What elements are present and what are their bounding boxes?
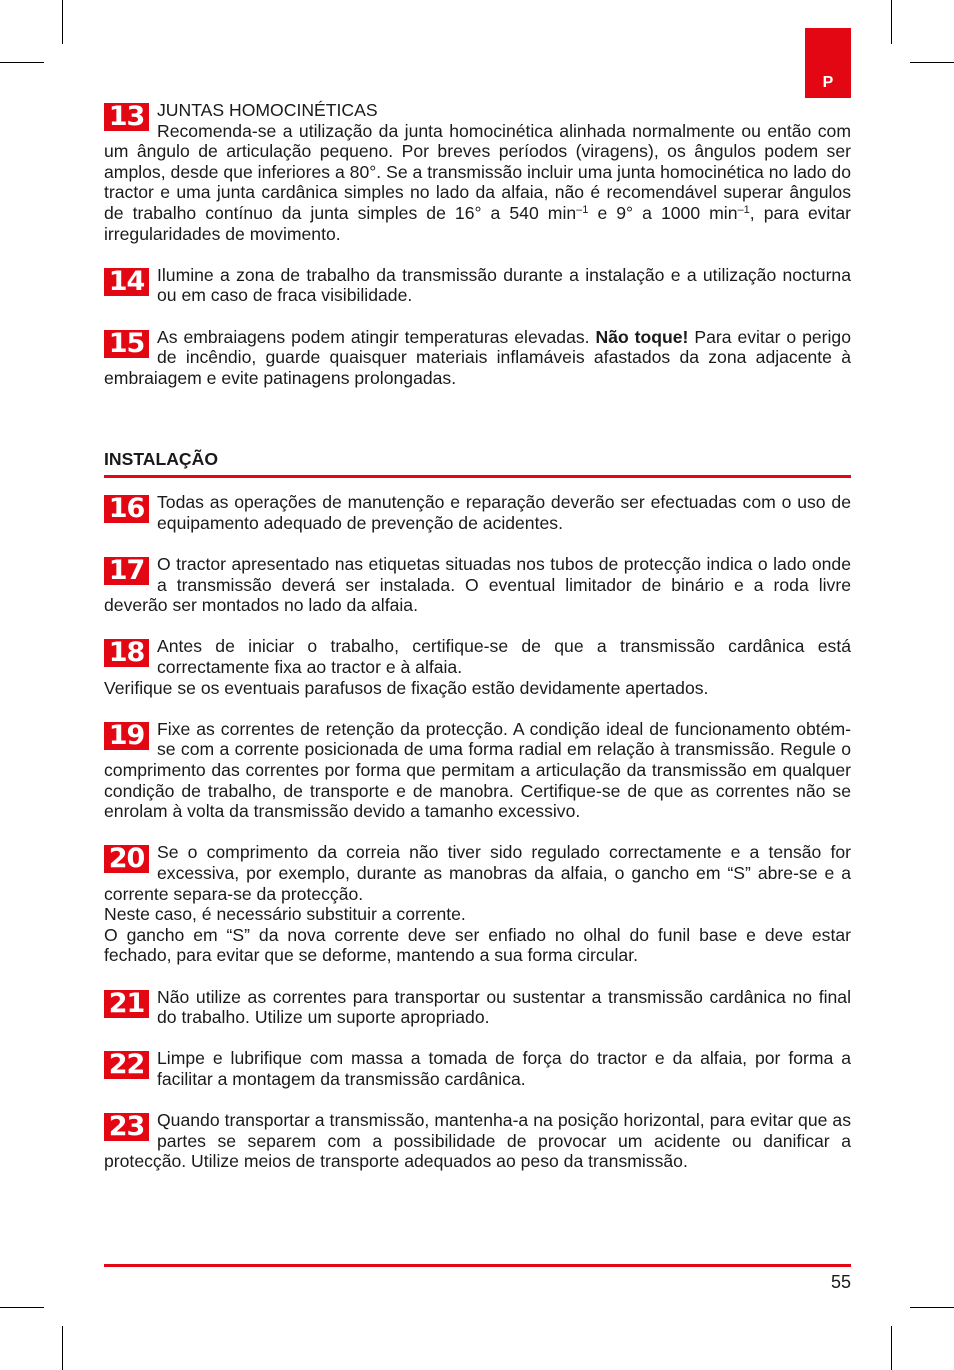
section-text: Antes de iniciar o trabalho, certifique-se de que a transmissão cardânica está correctamente fixa ao tractor e à alfaia. xyxy=(157,636,851,678)
section-text: O gancho em “S” da nova corrente deve ser enfiado no olhal do funil base e deve estar fechado, para evitar que se deforme, mantendo a sua forma circular. xyxy=(104,924,851,966)
footer-divider xyxy=(104,1264,851,1267)
section-21 xyxy=(104,987,851,1028)
section-number: 23 xyxy=(104,1113,149,1141)
section-number: 17 xyxy=(104,557,149,585)
section-heading: INSTALAÇÃO xyxy=(104,449,851,478)
section-22 xyxy=(104,1048,851,1089)
section-19 xyxy=(104,719,851,822)
section-text: Ilumine a zona de trabalho da transmissão durante a instalação e a utilização nocturna ou em caso de fraca visibilidade. xyxy=(157,264,851,306)
crop-mark xyxy=(891,0,892,44)
section-number: 20 xyxy=(104,845,149,873)
section-number: 22 xyxy=(104,1051,149,1079)
section-text: Se o comprimento da correia não tiver sido regulado correctamente e a tensão for excessiva, por exemplo, durante as manobras da alfaia, o gancho em “S” abre-se e a corrente separa-se da protecção. xyxy=(104,842,851,904)
section-text: Não utilize as correntes para transportar ou sustentar a transmissão cardânica no final do trabalho. Utilize um suporte apropriado. xyxy=(157,986,851,1028)
crop-mark xyxy=(0,62,44,63)
section-23 xyxy=(104,1110,851,1172)
section-14 xyxy=(104,265,851,306)
page-content xyxy=(104,100,851,1172)
text-part: e 9° a 1000 min xyxy=(588,202,738,223)
section-number: 14 xyxy=(104,268,149,296)
crop-mark xyxy=(910,1307,954,1308)
section-number: 19 xyxy=(104,722,149,750)
text-part: Recomenda-se a utilização da junta homocinética alinhada normalmente ou então com um ângulo de articulação pequeno. Por breves períodos (viragens), os ângulos podem ser amplos, desde que inferiores a 80°. Se a transmissão incluir uma junta homocinética no lado do tractor e uma junta cardânica simples no lado da alfaia, não é recomendável superar ângulos de trabalho contínuo da junta simples de 16° a 540 min xyxy=(104,120,851,223)
crop-mark xyxy=(910,62,954,63)
text-part: , para evitar irregularidades de movimento. xyxy=(104,202,851,244)
section-text: Verifique se os eventuais parafusos de fixação estão devidamente apertados. xyxy=(104,677,709,698)
section-15 xyxy=(104,327,851,389)
superscript: –1 xyxy=(737,203,750,216)
section-20 xyxy=(104,842,851,966)
section-text: Neste caso, é necessário substituir a corrente. xyxy=(104,904,466,925)
crop-mark xyxy=(0,1307,44,1308)
crop-mark xyxy=(891,1326,892,1370)
installation-heading-block xyxy=(104,449,851,478)
section-text xyxy=(104,121,851,245)
section-13 xyxy=(104,100,851,244)
language-tab-label: P xyxy=(822,74,834,91)
section-text: Todas as operações de manutenção e reparação deverão ser efectuadas com o uso de equipamento adequado de prevenção de acidentes. xyxy=(157,492,851,533)
page-number: 55 xyxy=(830,1272,851,1292)
section-number: 13 xyxy=(104,103,149,131)
section-number: 16 xyxy=(104,495,149,523)
section-16 xyxy=(104,492,851,533)
section-text xyxy=(104,327,851,389)
text-part: As embraiagens podem atingir temperaturas elevadas. xyxy=(157,326,596,347)
text-part: Para evitar o perigo de incêndio, guarde quaisquer materiais inflamáveis afastados da zona adjacente à embraiagem e evite patinagens prolongadas. xyxy=(104,326,852,388)
section-title: JUNTAS HOMOCINÉTICAS xyxy=(157,100,378,120)
crop-mark xyxy=(62,0,63,44)
language-tab xyxy=(805,28,851,98)
section-17 xyxy=(104,554,851,616)
section-text: O tractor apresentado nas etiquetas situadas nos tubos de protecção indica o lado onde a transmissão deverá ser instalada. O eventual limitador de binário e a roda livre deverão ser montados no lado da alfaia. xyxy=(104,554,851,616)
crop-mark xyxy=(62,1326,63,1370)
section-text: Quando transportar a transmissão, mantenha-a na posição horizontal, para evitar que as partes se separem com a possibilidade de provocar um acidente ou danificar a protecção. Utilize meios de transporte adequados ao peso da transmissão. xyxy=(104,1110,851,1172)
section-text: Fixe as correntes de retenção da protecção. A condição ideal de funcionamento obtém-se com a corrente posicionada de uma forma radial em relação à transmissão. Regule o comprimento das correntes por forma que permitam a articulação da transmissão em qualquer condição de trabalho, de transporte e de manobra. Certifique-se de que as correntes não se enrolam à volta da transmissão devido a tamanho excessivo. xyxy=(104,718,851,822)
superscript: –1 xyxy=(576,203,589,216)
section-text: Limpe e lubrifique com massa a tomada de força do tractor e da alfaia, por forma a facilitar a montagem da transmissão cardânica. xyxy=(157,1048,851,1089)
section-18 xyxy=(104,636,851,698)
section-number: 15 xyxy=(104,330,149,358)
section-number: 21 xyxy=(104,990,149,1018)
section-number: 18 xyxy=(104,639,149,667)
warning-text: Não toque! xyxy=(595,326,689,347)
